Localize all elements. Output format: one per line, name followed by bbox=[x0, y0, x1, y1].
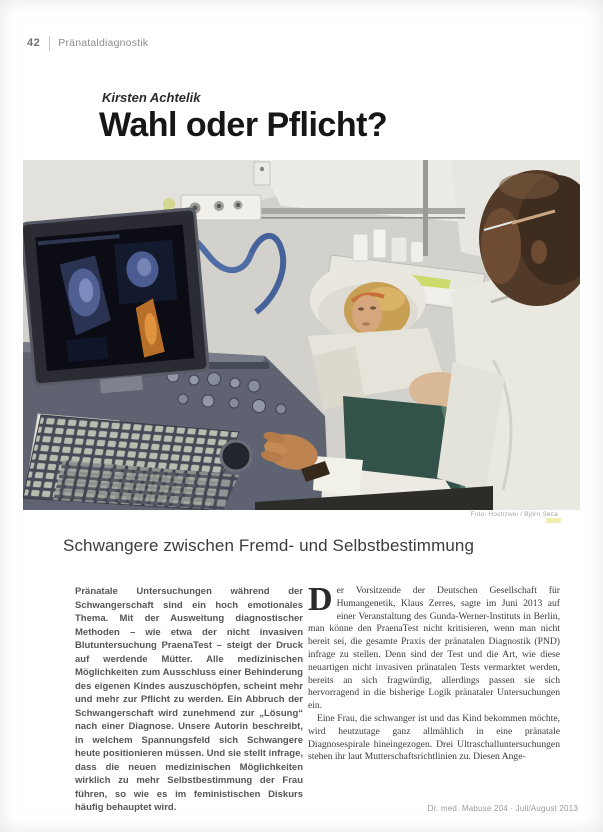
body-paragraph-1-text: er Vorsitzende der Deutschen Gesellschaft für Humangenetik, Klaus Zerres, sagte im Juni 2013 auf einer Veranstaltung des Gunda-Werner-Instituts in Berlin, man könne den PraenaTest nicht kritisieren, wenn man nicht bereit sei, die gesamte Praxis der pränatalen Diagnostik (PND) infrage zu stellen. Denn sind der Test und die Art, wie diese neuartigen nicht invasiven pränatalen Tests vermarktet werden, bereits an sich fragwürdig, allerdings passen sie sich hervorragend in die bisherige Logik pränataler Untersuchungen ein. bbox=[308, 585, 560, 712]
body-column bbox=[308, 581, 560, 764]
article-photo bbox=[23, 160, 580, 510]
author-byline: Kirsten Achtelik bbox=[102, 90, 201, 105]
trackball bbox=[221, 441, 251, 471]
header-divider bbox=[49, 36, 50, 51]
article-title: Wahl oder Pflicht? bbox=[99, 106, 388, 144]
page-number: 42 bbox=[27, 37, 41, 49]
footer-imprint: Dr. med. Mabuse 204 · Juli/August 2013 bbox=[427, 804, 578, 813]
photo-credit: Foto: Hochzwei / Björn Seca bbox=[470, 511, 558, 518]
highlight-mark bbox=[546, 518, 561, 523]
section-label: Pränataldiagnostik bbox=[58, 37, 149, 49]
page-header bbox=[27, 34, 148, 52]
drop-cap: D bbox=[308, 581, 333, 618]
body-paragraph-2: Eine Frau, die schwanger ist und das Kind bekommen möchte, wird heutzutage ganz allmählich in eine pränatale Diagnosespirale hineingezogen. Drei Ultraschalluntersuchungen stehen ihr laut Mutterschaftsrichtlinien zu. Diesen Ange- bbox=[308, 712, 560, 763]
article-subtitle: Schwangere zwischen Fremd- und Selbstbestimmung bbox=[63, 536, 474, 555]
photo-illustration bbox=[23, 160, 580, 510]
ultrasound-monitor bbox=[23, 209, 210, 399]
body-paragraph-1 bbox=[308, 581, 560, 713]
lead-paragraph: Pränatale Untersuchungen während der Schwangerschaft sind ein hoch emotionales Thema. Mit der Ausweitung diagnostischer Methoden – wie etwa der nicht invasiven Blutuntersuchung PraenaTest – steigt der Druck auf werdende Mütter. Alle medizinischen Möglichkeiten zum Ausschluss einer Behinderung des eigenen Kindes auszuschöpfen, scheint mehr und mehr zur Pflicht zu werden. Ein Abbruch der Schwangerschaft wird zunehmend zur „Lösung“ nach einer Diagnose. Unsere Autorin beschreibt, in welchem Spannungsfeld sich Schwangere heute positionieren müssen. Und sie stellt infrage, dass die neuen medizinischen Möglichkeiten wirklich zu mehr Selbstbestimmung der Frau führen, so wie es im feministischen Diskurs häufig behauptet wird. bbox=[75, 586, 303, 813]
